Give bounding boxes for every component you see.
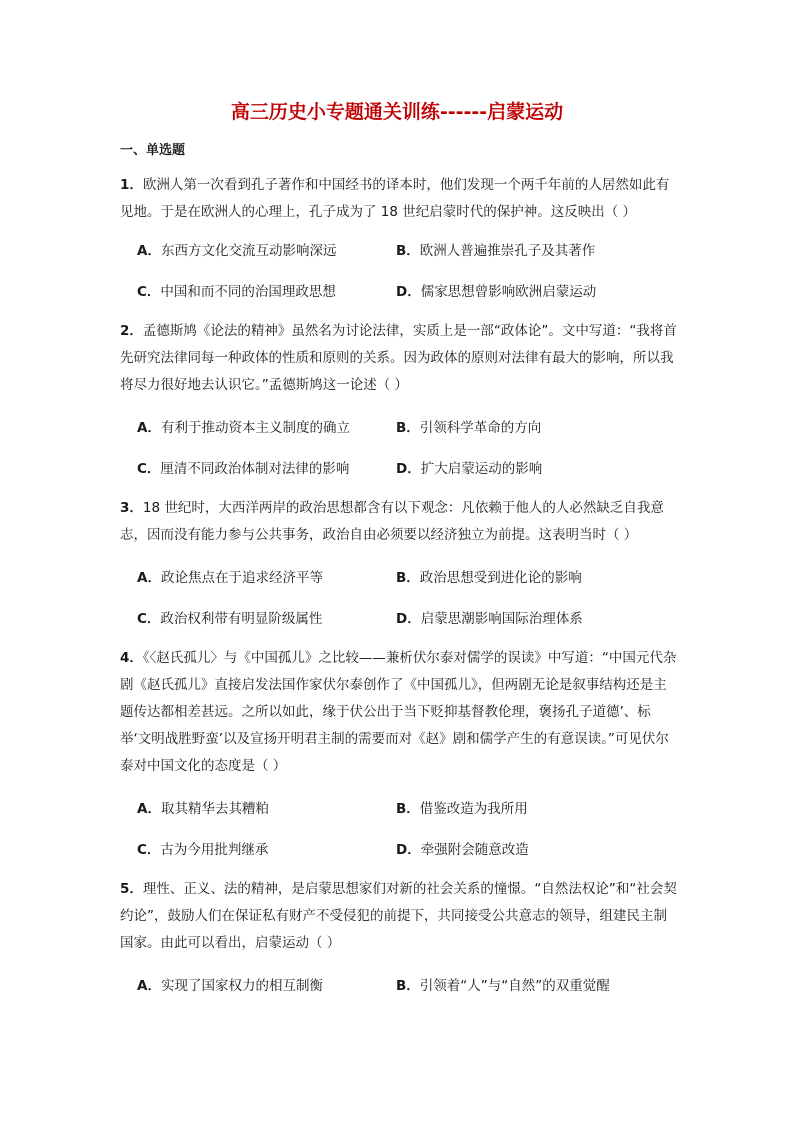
option-b: B．欧洲人普遍推崇孔子及其著作 xyxy=(396,243,596,259)
question-3 xyxy=(120,495,680,549)
question-5 xyxy=(120,876,680,957)
question-number: 1． xyxy=(120,177,143,193)
question-stem: 孟德斯鸠《论法的精神》虽然名为讨论法律，实质上是一部“政体论”。文中写道：“我将首先研究法律同每一种政体的性质和原则的关系。因为政体的原则对法律有最大的影响，所以我将尽力很好地去认识它。”孟德斯鸠这一论述（ ） xyxy=(120,323,677,393)
option-d: D．牵强附会随意改造 xyxy=(396,842,529,858)
question-stem: 理性、正义、法的精神，是启蒙思想家们对新的社会关系的憧憬。“自然法权论”和“社会契约论”，鼓励人们在保证私有财产不受侵犯的前提下，共同接受公共意志的领导，组建民主制国家。由此可以看出，启蒙运动（ ） xyxy=(120,881,677,951)
option-d: D．启蒙思潮影响国际治理体系 xyxy=(396,611,583,627)
option-b: B．借鉴改造为我所用 xyxy=(396,801,528,817)
option-c: C．政治权利带有明显阶级属性 xyxy=(137,611,323,627)
option-b: B．引领科学革命的方向 xyxy=(396,420,542,436)
question-stem: 18 世纪时，大西洋两岸的政治思想都含有以下观念：凡依赖于他人的人必然缺乏自我意志，因而没有能力参与公共事务，政治自由必须要以经济独立为前提。这表明当时（ ） xyxy=(120,500,664,543)
option-a: A．政论焦点在于追求经济平等 xyxy=(137,570,323,586)
question-1 xyxy=(120,172,680,226)
question-number: 3． xyxy=(120,500,143,516)
option-c: C．古为今用批判继承 xyxy=(137,842,269,858)
question-4 xyxy=(120,645,680,780)
option-a: A．取其精华去其糟粕 xyxy=(137,801,269,817)
option-d: D．儒家思想曾影响欧洲启蒙运动 xyxy=(396,284,597,300)
option-c: C．厘清不同政治体制对法律的影响 xyxy=(137,461,350,477)
option-b: B．引领着“人”与“自然”的双重觉醒 xyxy=(396,978,610,994)
option-c: C．中国和而不同的治国理政思想 xyxy=(137,284,336,300)
question-number: 4． xyxy=(120,650,143,666)
option-a: A．东西方文化交流互动影响深远 xyxy=(137,243,337,259)
page-title: 高三历史小专题通关训练------启蒙运动 xyxy=(230,101,564,123)
question-2 xyxy=(120,318,680,399)
option-a: A．实现了国家权力的相互制衡 xyxy=(137,978,323,994)
option-d: D．扩大启蒙运动的影响 xyxy=(396,461,543,477)
option-a: A．有利于推动资本主义制度的确立 xyxy=(137,420,350,436)
question-number: 2． xyxy=(120,323,143,339)
question-number: 5． xyxy=(120,881,143,897)
question-stem: 欧洲人第一次看到孔子著作和中国经书的译本时，他们发现一个两千年前的人居然如此有见地。于是在欧洲人的心理上，孔子成为了 18 世纪启蒙时代的保护神。这反映出（ ） xyxy=(120,177,670,220)
section-heading: 一、单选题 xyxy=(120,143,186,158)
option-b: B．政治思想受到进化论的影响 xyxy=(396,570,582,586)
question-stem: 《〈赵氏孤儿〉与《中国孤儿》之比较——兼析伏尔泰对儒学的误读》中写道：“中国元代杂剧《赵氏孤儿》直接启发法国作家伏尔泰创作了《中国孤儿》，但两剧无论是叙事结构还是主题传达都相差甚远。之所以如此，缘于伏公出于当下贬抑基督教伦理，褒扬孔子道德’、标举‘文明战胜野蛮’以及宣扬开明君主制的需要而对《赵》剧和儒学产生的有意误读。”可见伏尔泰对中国文化的态度是（ ） xyxy=(120,650,677,774)
